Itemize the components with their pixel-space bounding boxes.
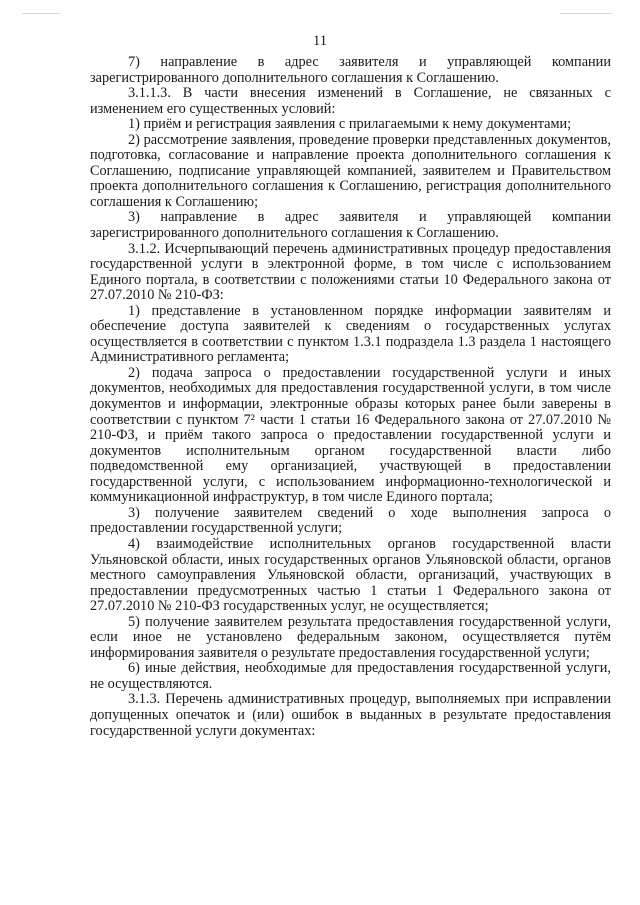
paragraph: 3.1.1.3. В части внесения изменений в Соглашение, не связанных с изменением его существенных условий: <box>90 85 611 117</box>
paragraph: 3.1.3. Перечень административных процедур, выполняемых при исправлении допущенных опечаток и (или) ошибок в выданных в результате предоставления государственной услуги документах: <box>90 691 611 739</box>
scan-artifact <box>22 13 60 14</box>
paragraph: 3) направление в адрес заявителя и управляющей компании зарегистрированного дополнительного соглашения к Соглашению. <box>90 209 611 242</box>
paragraph: 1) представление в установленном порядке информации заявителям и обеспечение доступа заявителей к сведениям о государственных услугах осуществляется в соответствии с пунктом 1.3.1 подраздела 1.3 раздела 1 настоящего Административного регламента; <box>90 302 611 366</box>
paragraph: 2) рассмотрение заявления, проведение проверки представленных документов, подготовка, согласование и направление проекта дополнительного соглашения к Соглашению, подписание управляющей компанией, заявителем и Правительством проекта дополнительного соглашения к Соглашению, регистрация дополнительного соглашения к Соглашению; <box>90 131 611 210</box>
paragraph: 3) получение заявителем сведений о ходе выполнения запроса о предоставлении государственной услуги; <box>90 504 611 537</box>
paragraph: 3.1.2. Исчерпывающий перечень административных процедур предоставления государственной услуги в электронной форме, в том числе с использованием Единого портала, в соответствии с положениями статьи 10 Федерального закона от 27.07.2010 № 210-ФЗ: <box>90 240 611 304</box>
paragraph: 1) приём и регистрация заявления с прилагаемыми к нему документами; <box>128 116 572 133</box>
document-body <box>90 55 611 739</box>
paragraph: 5) получение заявителем результата предоставления государственной услуги, если иное не установлено федеральным законом, осуществляется путём информирования заявителя о результате предоставления государственной услуги; <box>90 613 611 661</box>
paragraph: 4) взаимодействие исполнительных органов государственной власти Ульяновской области, иных государственных органов Ульяновской области, органов местного самоуправления Ульяновской области, организаций, участвующих в предоставлении предусмотренных частью 1 статьи 1 Федерального закона от 27.07.2010 № 210-ФЗ государственных услуг, не осуществляется; <box>90 535 611 615</box>
paragraph: 6) иные действия, необходимые для предоставления государственной услуги, не осуществляются. <box>90 660 611 692</box>
paragraph: 2) подача запроса о предоставлении государственной услуги и иных документов, необходимых для предоставления государственной услуги, в том числе документов и информации, электронные образы которых ранее были заверены в соответствии с пунктом 7² части 1 статьи 16 Федерального закона от 27.07.2010 № 210-ФЗ, и приём такого запроса о предоставлении государственной услуги и документов исполнительным органом государственной власти либо подведомственной ему организацией, участвующей в предоставлении государственной услуги, с использованием информационно-технологической и коммуникационной инфраструктур, в том числе Единого портала; <box>90 364 611 506</box>
paragraph: 7) направление в адрес заявителя и управляющей компании зарегистрированного дополнительного соглашения к Соглашению. <box>90 54 611 86</box>
scan-artifact <box>560 13 612 14</box>
page-number: 11 <box>313 33 327 49</box>
